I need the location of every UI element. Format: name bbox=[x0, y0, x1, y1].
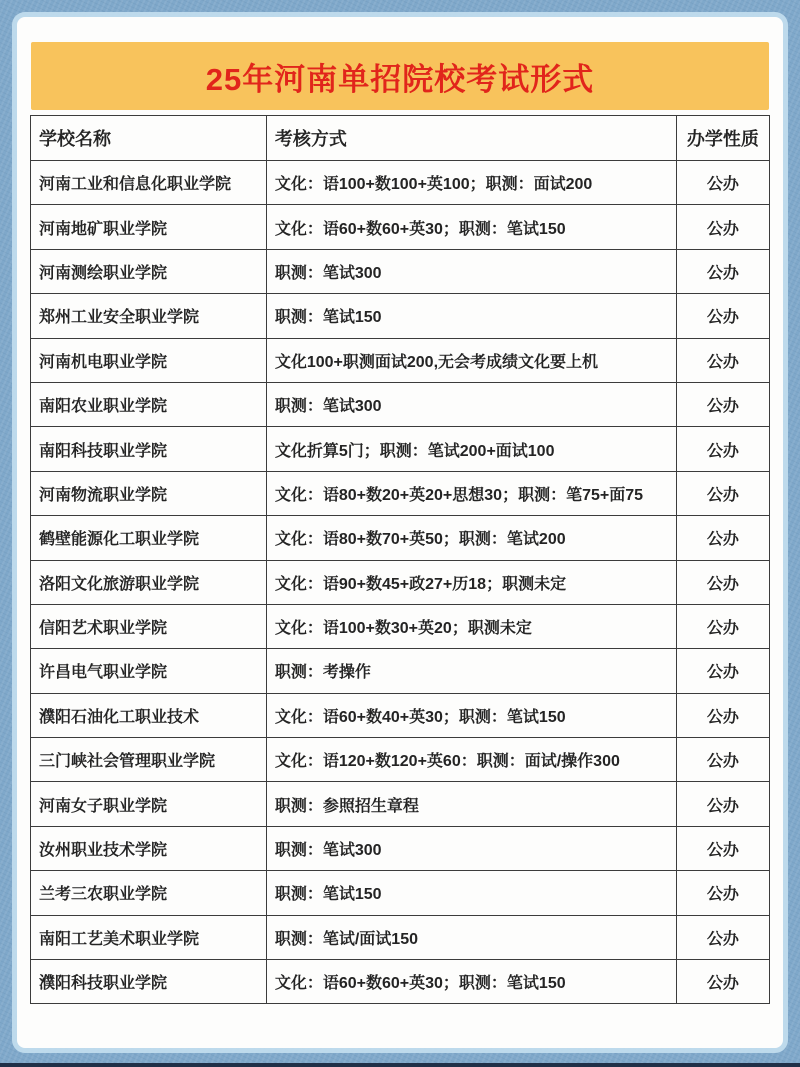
bottom-edge-line bbox=[0, 1063, 800, 1067]
cell-method: 文化：语90+数45+政27+历18；职测未定 bbox=[266, 560, 676, 604]
cell-nature: 公办 bbox=[676, 649, 769, 693]
cell-nature: 公办 bbox=[676, 338, 769, 382]
cell-nature: 公办 bbox=[676, 427, 769, 471]
table-row bbox=[31, 871, 770, 915]
cell-school: 兰考三农职业学院 bbox=[31, 871, 267, 915]
cell-method: 职测：笔试300 bbox=[266, 249, 676, 293]
cell-method: 职测：笔试300 bbox=[266, 826, 676, 870]
cell-method: 文化：语80+数70+英50；职测：笔试200 bbox=[266, 516, 676, 560]
table-row bbox=[31, 693, 770, 737]
table-body bbox=[31, 161, 770, 1004]
cell-method: 文化：语100+数30+英20；职测未定 bbox=[266, 604, 676, 648]
table-row bbox=[31, 516, 770, 560]
cell-nature: 公办 bbox=[676, 960, 769, 1004]
header-cell-school: 学校名称 bbox=[31, 116, 267, 161]
table-row bbox=[31, 915, 770, 959]
cell-nature: 公办 bbox=[676, 738, 769, 782]
cell-method: 文化100+职测面试200,无会考成绩文化要上机 bbox=[266, 338, 676, 382]
cell-method: 文化：语60+数60+英30；职测：笔试150 bbox=[266, 960, 676, 1004]
cell-school: 许昌电气职业学院 bbox=[31, 649, 267, 693]
cell-method: 职测：考操作 bbox=[266, 649, 676, 693]
cell-method: 文化折算5门；职测：笔试200+面试100 bbox=[266, 427, 676, 471]
poster-title: 25年河南单招院校考试形式 bbox=[205, 61, 595, 97]
cell-method: 职测：笔试150 bbox=[266, 871, 676, 915]
table-row bbox=[31, 294, 770, 338]
cell-method: 职测：参照招生章程 bbox=[266, 782, 676, 826]
cell-school: 郑州工业安全职业学院 bbox=[31, 294, 267, 338]
cell-method: 文化：语100+数100+英100；职测：面试200 bbox=[266, 161, 676, 205]
cell-school: 河南物流职业学院 bbox=[31, 471, 267, 515]
table-row bbox=[31, 249, 770, 293]
table-row bbox=[31, 782, 770, 826]
exam-table bbox=[30, 115, 770, 1004]
table-row bbox=[31, 161, 770, 205]
cell-method: 职测：笔试/面试150 bbox=[266, 915, 676, 959]
cell-method: 文化：语80+数20+英20+思想30；职测：笔75+面75 bbox=[266, 471, 676, 515]
cell-school: 汝州职业技术学院 bbox=[31, 826, 267, 870]
cell-method: 文化：语120+数120+英60：职测：面试/操作300 bbox=[266, 738, 676, 782]
cell-school: 濮阳石油化工职业技术 bbox=[31, 693, 267, 737]
cell-school: 河南女子职业学院 bbox=[31, 782, 267, 826]
cell-nature: 公办 bbox=[676, 871, 769, 915]
cell-nature: 公办 bbox=[676, 915, 769, 959]
cell-nature: 公办 bbox=[676, 294, 769, 338]
table-row bbox=[31, 738, 770, 782]
cell-school: 洛阳文化旅游职业学院 bbox=[31, 560, 267, 604]
header-cell-nature: 办学性质 bbox=[676, 116, 769, 161]
table-header-row bbox=[31, 116, 770, 161]
header-cell-method: 考核方式 bbox=[266, 116, 676, 161]
cell-nature: 公办 bbox=[676, 516, 769, 560]
cell-nature: 公办 bbox=[676, 249, 769, 293]
cell-nature: 公办 bbox=[676, 205, 769, 249]
table-row bbox=[31, 826, 770, 870]
cell-nature: 公办 bbox=[676, 826, 769, 870]
cell-method: 文化：语60+数60+英30；职测：笔试150 bbox=[266, 205, 676, 249]
table-row bbox=[31, 649, 770, 693]
cell-school: 南阳农业职业学院 bbox=[31, 382, 267, 426]
cell-method: 职测：笔试150 bbox=[266, 294, 676, 338]
cell-school: 河南机电职业学院 bbox=[31, 338, 267, 382]
cell-method: 文化：语60+数40+英30；职测：笔试150 bbox=[266, 693, 676, 737]
table-row bbox=[31, 560, 770, 604]
cell-nature: 公办 bbox=[676, 782, 769, 826]
poster-card bbox=[17, 17, 783, 1048]
cell-nature: 公办 bbox=[676, 693, 769, 737]
cell-school: 信阳艺术职业学院 bbox=[31, 604, 267, 648]
cell-nature: 公办 bbox=[676, 471, 769, 515]
table-row bbox=[31, 960, 770, 1004]
cell-school: 河南测绘职业学院 bbox=[31, 249, 267, 293]
table-row bbox=[31, 471, 770, 515]
cell-school: 濮阳科技职业学院 bbox=[31, 960, 267, 1004]
cell-nature: 公办 bbox=[676, 382, 769, 426]
title-banner bbox=[31, 42, 769, 110]
cell-nature: 公办 bbox=[676, 560, 769, 604]
cell-nature: 公办 bbox=[676, 161, 769, 205]
table-row bbox=[31, 427, 770, 471]
table-row bbox=[31, 338, 770, 382]
cell-school: 三门峡社会管理职业学院 bbox=[31, 738, 267, 782]
cell-school: 鹤壁能源化工职业学院 bbox=[31, 516, 267, 560]
table-row bbox=[31, 604, 770, 648]
cell-school: 南阳科技职业学院 bbox=[31, 427, 267, 471]
cell-method: 职测：笔试300 bbox=[266, 382, 676, 426]
cell-school: 河南工业和信息化职业学院 bbox=[31, 161, 267, 205]
cell-school: 南阳工艺美术职业学院 bbox=[31, 915, 267, 959]
table-row bbox=[31, 382, 770, 426]
table-row bbox=[31, 205, 770, 249]
cell-school: 河南地矿职业学院 bbox=[31, 205, 267, 249]
cell-nature: 公办 bbox=[676, 604, 769, 648]
